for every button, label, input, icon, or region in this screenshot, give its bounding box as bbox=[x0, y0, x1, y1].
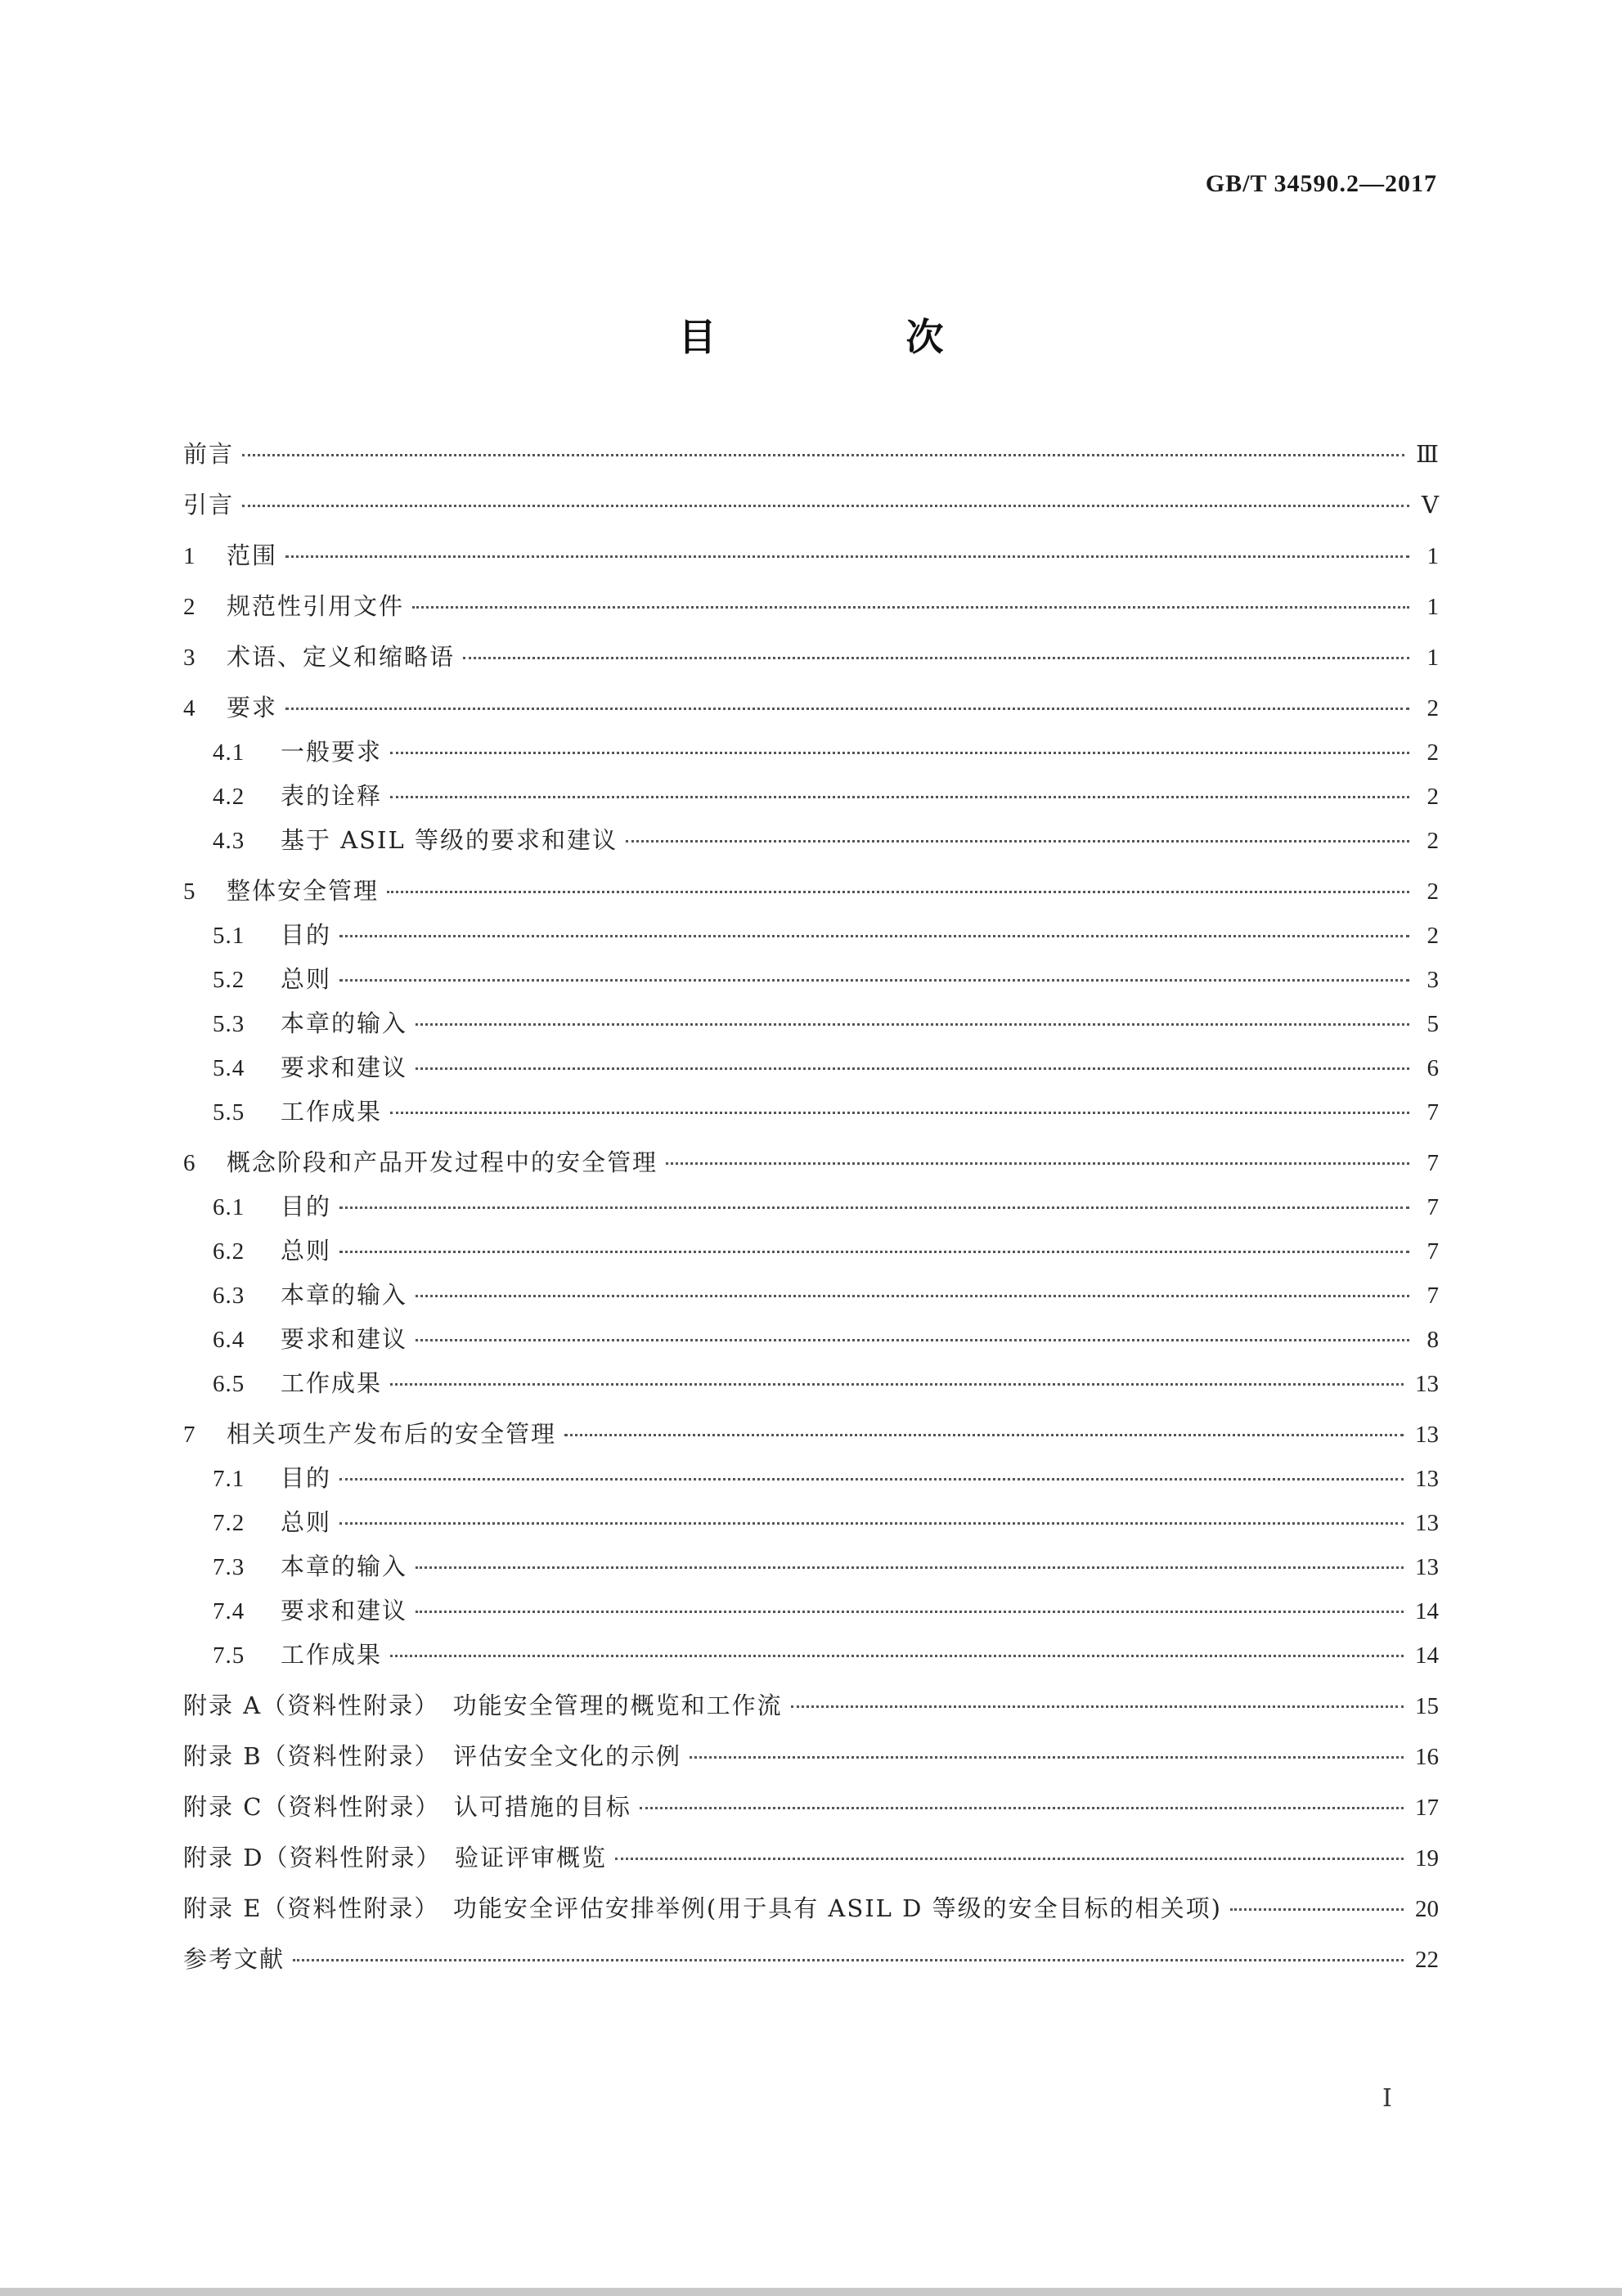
toc-entry-label: 要求和建议 bbox=[281, 1054, 408, 1081]
toc-entry[interactable] bbox=[183, 735, 1439, 769]
toc-entry-label: 工作成果 bbox=[281, 1641, 383, 1669]
toc-entry-page: 2 bbox=[1427, 695, 1439, 721]
toc-entry[interactable] bbox=[183, 539, 1439, 573]
toc-dot-leader bbox=[390, 1383, 1404, 1386]
toc-dot-leader bbox=[390, 1112, 1409, 1114]
toc-dot-leader bbox=[416, 1067, 1409, 1070]
toc-entry-page: 15 bbox=[1415, 1693, 1439, 1719]
toc-entry[interactable] bbox=[183, 963, 1439, 996]
toc-entry[interactable] bbox=[183, 1323, 1439, 1356]
toc-entry-number: 6.3 bbox=[213, 1283, 245, 1309]
toc-entry-label: 目的 bbox=[281, 1464, 332, 1492]
toc-entry-label: 本章的输入 bbox=[281, 1281, 408, 1309]
toc-entry[interactable] bbox=[183, 1740, 1439, 1773]
toc-entry-number: 7.2 bbox=[213, 1510, 245, 1536]
toc-entry[interactable] bbox=[183, 590, 1439, 623]
toc-entry-label: 附录 B（资料性附录） 评估安全文化的示例 bbox=[183, 1742, 682, 1770]
toc-entry[interactable] bbox=[183, 1462, 1439, 1495]
toc-entry-page: 16 bbox=[1415, 1744, 1439, 1770]
toc-entry-label: 目的 bbox=[281, 921, 332, 949]
toc-entry-label: 表的诠释 bbox=[281, 782, 383, 810]
toc-entry-page: 7 bbox=[1427, 1150, 1439, 1176]
toc-entry[interactable] bbox=[183, 874, 1439, 908]
toc-entry-label: 总则 bbox=[281, 1237, 332, 1265]
toc-entry[interactable] bbox=[183, 1892, 1439, 1925]
toc-dot-leader bbox=[339, 1522, 1404, 1525]
toc-entry-label: 附录 D（资料性附录） 验证评审概览 bbox=[183, 1844, 607, 1871]
toc-entry-number: 4 bbox=[183, 695, 196, 721]
toc-dot-leader bbox=[416, 1295, 1409, 1297]
toc-entry-number: 4.2 bbox=[213, 784, 245, 810]
toc-entry-label: 相关项生产发布后的安全管理 bbox=[227, 1420, 557, 1448]
toc-entry[interactable] bbox=[183, 1367, 1439, 1400]
toc-entry-number: 4.1 bbox=[213, 739, 245, 766]
toc-entry-page: 13 bbox=[1415, 1510, 1439, 1536]
toc-entry-label: 术语、定义和缩略语 bbox=[227, 643, 456, 671]
toc-dot-leader bbox=[285, 708, 1409, 710]
toc-entry-label: 规范性引用文件 bbox=[227, 592, 405, 620]
toc-entry[interactable] bbox=[183, 1841, 1439, 1875]
toc-entry-label: 本章的输入 bbox=[281, 1009, 408, 1037]
toc-entry-number: 5.1 bbox=[213, 923, 245, 949]
toc-entry-number: 1 bbox=[183, 543, 196, 569]
toc-entry-label: 概念阶段和产品开发过程中的安全管理 bbox=[227, 1148, 658, 1176]
toc-entry-page: 7 bbox=[1427, 1194, 1439, 1220]
toc-dot-leader bbox=[416, 1611, 1404, 1613]
toc-dot-leader bbox=[463, 657, 1409, 659]
toc-entry[interactable] bbox=[183, 824, 1439, 857]
toc-entry-page: 20 bbox=[1415, 1896, 1439, 1922]
toc-entry-number: 6.4 bbox=[213, 1327, 245, 1353]
toc-dot-leader bbox=[390, 752, 1409, 754]
toc-entry[interactable] bbox=[183, 1943, 1439, 1976]
toc-entry-page: 2 bbox=[1427, 828, 1439, 854]
toc-entry-page: 7 bbox=[1427, 1099, 1439, 1126]
toc-entry-page: 13 bbox=[1415, 1466, 1439, 1492]
toc-entry[interactable] bbox=[183, 488, 1439, 522]
toc-entry[interactable] bbox=[183, 640, 1439, 674]
toc-entry-page: 5 bbox=[1427, 1011, 1439, 1037]
toc-entry-number: 6.2 bbox=[213, 1238, 245, 1265]
toc-entry-number: 5.2 bbox=[213, 967, 245, 993]
toc-entry-page: 13 bbox=[1415, 1554, 1439, 1580]
toc-entry-page: 1 bbox=[1427, 543, 1439, 569]
toc-entry[interactable] bbox=[183, 1638, 1439, 1672]
toc-entry-number: 5.5 bbox=[213, 1099, 245, 1126]
toc-entry[interactable] bbox=[183, 1418, 1439, 1451]
toc-entry-number: 7.5 bbox=[213, 1642, 245, 1669]
toc-entry-label: 总则 bbox=[281, 965, 332, 993]
toc-dot-leader bbox=[242, 505, 1409, 507]
toc-entry-page: 17 bbox=[1415, 1795, 1439, 1821]
toc-entry-label: 总则 bbox=[281, 1508, 332, 1536]
toc-entry-page: 6 bbox=[1427, 1055, 1439, 1081]
toc-entry[interactable] bbox=[183, 1095, 1439, 1129]
toc-entry-page: Ⅴ bbox=[1422, 492, 1439, 519]
toc-entry-page: 14 bbox=[1415, 1642, 1439, 1669]
toc-entry-label: 基于 ASIL 等级的要求和建议 bbox=[281, 826, 618, 854]
toc-entry-label: 范围 bbox=[227, 541, 278, 569]
toc-entry-page: 2 bbox=[1427, 784, 1439, 810]
toc-entry-number: 5.4 bbox=[213, 1055, 245, 1081]
toc-dot-leader bbox=[690, 1756, 1404, 1759]
toc-dot-leader bbox=[626, 840, 1409, 842]
toc-dot-leader bbox=[615, 1858, 1404, 1860]
toc-dot-leader bbox=[412, 606, 1409, 609]
toc-entry-label: 引言 bbox=[183, 491, 235, 519]
toc-entry-label: 要求和建议 bbox=[281, 1597, 408, 1624]
toc-entry-page: 13 bbox=[1415, 1422, 1439, 1448]
toc-entry-page: 13 bbox=[1415, 1371, 1439, 1397]
toc-entry-number: 6 bbox=[183, 1150, 196, 1176]
toc-dot-leader bbox=[416, 1566, 1404, 1569]
toc-entry-label: 参考文献 bbox=[183, 1945, 285, 1973]
toc-entry-page: 7 bbox=[1427, 1238, 1439, 1265]
toc-entry-number: 4.3 bbox=[213, 828, 245, 854]
toc-entry-label: 附录 A（资料性附录） 功能安全管理的概览和工作流 bbox=[183, 1692, 783, 1719]
toc-dot-leader bbox=[390, 796, 1409, 798]
toc-dot-leader bbox=[293, 1959, 1404, 1961]
toc-entry-label: 本章的输入 bbox=[281, 1552, 408, 1580]
toc-entry-number: 7 bbox=[183, 1422, 196, 1448]
toc-entry-page: 3 bbox=[1427, 967, 1439, 993]
toc-entry[interactable] bbox=[183, 1190, 1439, 1224]
toc-entry[interactable] bbox=[183, 780, 1439, 813]
toc-entry-label: 工作成果 bbox=[281, 1369, 383, 1397]
toc-entry-page: 14 bbox=[1415, 1598, 1439, 1624]
toc-entry-number: 3 bbox=[183, 645, 196, 671]
toc-dot-leader bbox=[285, 555, 1409, 558]
toc-dot-leader bbox=[640, 1807, 1404, 1809]
toc-dot-leader bbox=[339, 935, 1409, 937]
toc-entry[interactable] bbox=[183, 691, 1439, 725]
toc-entry-number: 7.3 bbox=[213, 1554, 245, 1580]
toc-entry-label: 要求和建议 bbox=[281, 1325, 408, 1353]
toc-dot-leader bbox=[564, 1434, 1404, 1436]
toc-entry[interactable] bbox=[183, 1506, 1439, 1539]
toc-entry-number: 5.3 bbox=[213, 1011, 245, 1037]
toc-entry-label: 目的 bbox=[281, 1193, 332, 1220]
toc-entry[interactable] bbox=[183, 1594, 1439, 1628]
toc-entry-page: 2 bbox=[1427, 923, 1439, 949]
toc-entry-page: 2 bbox=[1427, 739, 1439, 766]
toc-entry-page: 1 bbox=[1427, 645, 1439, 671]
toc-entry[interactable] bbox=[183, 1051, 1439, 1085]
toc-entry[interactable] bbox=[183, 1146, 1439, 1179]
toc-entry-number: 2 bbox=[183, 594, 196, 620]
toc-dot-leader bbox=[339, 1251, 1409, 1253]
toc-entry[interactable] bbox=[183, 438, 1439, 471]
toc-dot-leader bbox=[791, 1705, 1404, 1708]
toc-entry-number: 6.5 bbox=[213, 1371, 245, 1397]
toc-entry[interactable] bbox=[183, 1278, 1439, 1312]
toc-entry-number: 7.4 bbox=[213, 1598, 245, 1624]
table-of-contents bbox=[183, 438, 1439, 1976]
toc-entry-number: 6.1 bbox=[213, 1194, 245, 1220]
toc-entry-page: 7 bbox=[1427, 1283, 1439, 1309]
toc-entry-label: 一般要求 bbox=[281, 738, 383, 766]
page-bottom-edge bbox=[0, 2288, 1622, 2296]
toc-entry[interactable] bbox=[183, 1791, 1439, 1824]
toc-entry-label: 要求 bbox=[227, 694, 278, 721]
toc-entry-page: 19 bbox=[1415, 1845, 1439, 1871]
toc-entry-label: 整体安全管理 bbox=[227, 877, 380, 905]
toc-dot-leader bbox=[416, 1339, 1409, 1341]
toc-entry-label: 附录 C（资料性附录） 认可措施的目标 bbox=[183, 1793, 631, 1821]
toc-dot-leader bbox=[387, 891, 1409, 893]
toc-dot-leader bbox=[666, 1162, 1409, 1165]
toc-entry-page: 22 bbox=[1415, 1947, 1439, 1973]
toc-entry[interactable] bbox=[183, 1689, 1439, 1723]
page-number: Ⅰ bbox=[1382, 2085, 1392, 2112]
toc-entry[interactable] bbox=[183, 1234, 1439, 1268]
toc-entry-number: 7.1 bbox=[213, 1466, 245, 1492]
toc-entry-label: 工作成果 bbox=[281, 1098, 383, 1126]
toc-dot-leader bbox=[339, 979, 1409, 982]
toc-dot-leader bbox=[339, 1206, 1409, 1209]
toc-entry[interactable] bbox=[183, 1007, 1439, 1040]
standard-number: GB/T 34590.2—2017 bbox=[1205, 170, 1437, 197]
toc-entry-number: 5 bbox=[183, 878, 196, 905]
toc-entry-page: 2 bbox=[1427, 878, 1439, 905]
toc-dot-leader bbox=[1230, 1908, 1404, 1911]
toc-entry[interactable] bbox=[183, 1550, 1439, 1584]
page-title: 目 次 bbox=[678, 315, 1032, 359]
toc-dot-leader bbox=[242, 454, 1404, 456]
toc-entry[interactable] bbox=[183, 919, 1439, 952]
toc-entry-page: Ⅲ bbox=[1416, 442, 1439, 468]
toc-dot-leader bbox=[390, 1655, 1404, 1657]
toc-entry-label: 前言 bbox=[183, 440, 235, 468]
toc-dot-leader bbox=[339, 1478, 1404, 1480]
toc-dot-leader bbox=[416, 1023, 1409, 1026]
toc-entry-label: 附录 E（资料性附录） 功能安全评估安排举例(用于具有 ASIL D 等级的安全目标的相关项) bbox=[183, 1894, 1222, 1922]
toc-entry-page: 1 bbox=[1427, 594, 1439, 620]
toc-entry-page: 8 bbox=[1427, 1327, 1439, 1353]
